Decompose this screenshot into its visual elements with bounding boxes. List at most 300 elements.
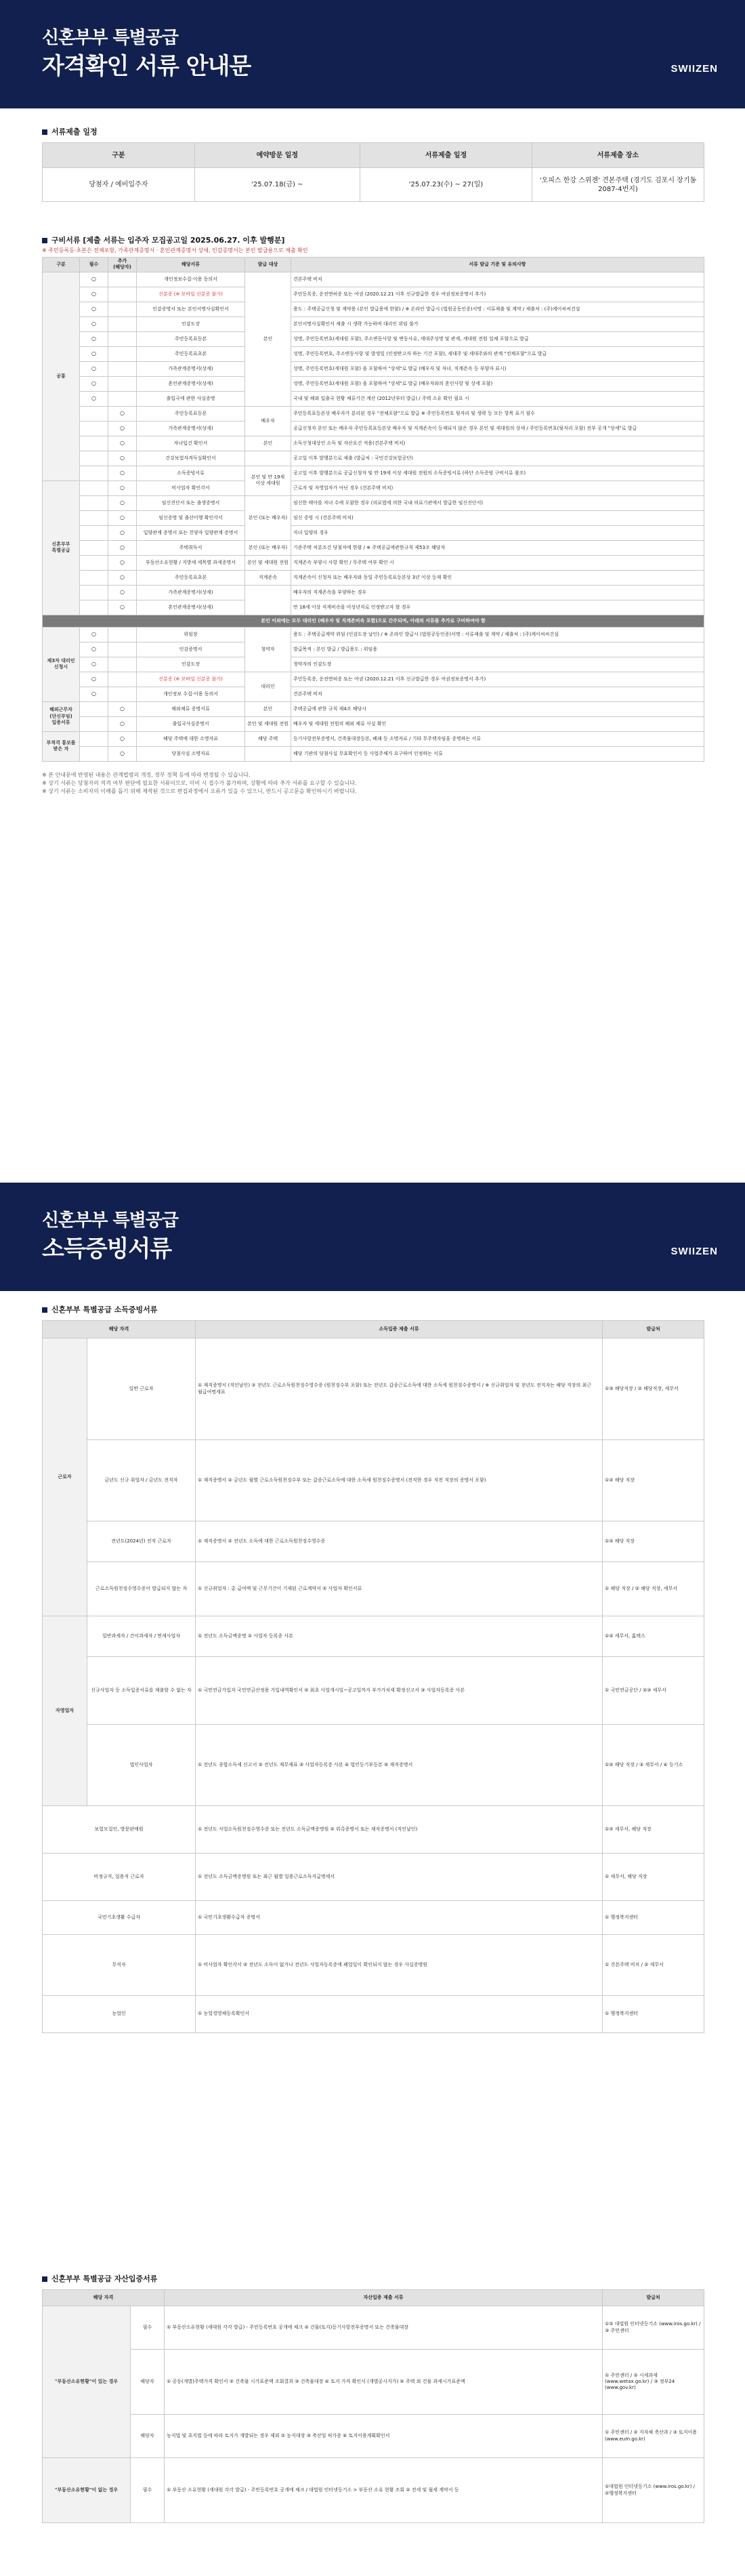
issue-target xyxy=(245,746,291,761)
table-row xyxy=(43,2350,704,2415)
issue-target: 배우자 xyxy=(245,406,291,436)
table-row xyxy=(43,361,704,376)
issue-guideline: 임신 증빙 시 (견본주택 비치) xyxy=(291,510,704,525)
document-name: 출입국에 관한 사실증명 xyxy=(137,391,245,406)
optional-mark: ○ xyxy=(108,510,137,525)
income-documents: ① 비사업자 확인각서 ② 전년도 소득이 없거나 전년도 사업자등록증에 폐업일이 확인되지 않는 경우 사실증명원 xyxy=(196,1935,603,1996)
qualification-category: 근로자 xyxy=(43,1338,87,1616)
issue-guideline: 직계존속 부양시 사항 확인 / 무주택 여부 확인 시 xyxy=(291,555,704,570)
issue-guideline: 직계존속이 신청자 또는 배우자와 동일 주민등록표등본상 3년 이상 등재 확인 xyxy=(291,570,704,585)
income-section xyxy=(42,1304,704,2033)
document-name: 주택취득서 xyxy=(137,540,245,555)
category-cell: 공통 xyxy=(43,272,80,481)
issue-guideline: 용도 : 주택공급계약 위임 (인감도장 날인) / ※ 온라인 발급시 (법원공동인증)서명 : 서류제출 및 계약 / 제출처 : (주)케이씨씨건설 xyxy=(291,627,704,642)
docs-heading: 구비서류 [제출 서류는 입주자 모집공고일 2025.06.27. 이후 발행분] xyxy=(51,235,285,245)
document-name: 부동산소유현황 / 지방세 세목별 과세증명서 xyxy=(137,555,245,570)
table-header-cell: 서류제출 일정 xyxy=(360,143,532,168)
issue-guideline: 배우자의 직계존속을 부양하는 경우 xyxy=(291,585,704,600)
issue-guideline: 주택공급에 관한 규칙 제4조 해당시 xyxy=(291,701,704,716)
required-mark: ○ xyxy=(80,302,108,316)
required-mark: ○ xyxy=(80,687,108,701)
issuer: ①② 세무서, 해당 직장 xyxy=(603,1806,704,1854)
hero-banner-2 xyxy=(0,1183,745,1291)
document-name: 소득증빙서류 xyxy=(137,466,245,481)
income-documents: ① 국민기초생활수급자 증명서 xyxy=(196,1901,603,1935)
document-name: 당첨사실 소명자료 xyxy=(137,746,245,761)
issue-guideline: 성명, 주민등록번호(세대원 포함) 을 포함하여 "상세"로 발급 (배우자와의 혼인사항 및 상세 포함) xyxy=(291,376,704,391)
table-row xyxy=(43,585,704,600)
issue-guideline: 근로자 및 자영업자가 아닌 경우 (견본주택 비치) xyxy=(291,481,704,495)
table-row xyxy=(43,316,704,331)
table-row xyxy=(43,331,704,346)
table-header-cell: 예약방문 일정 xyxy=(194,143,360,168)
document-name: 입양관계 증명서 또는 친양자 입양관계 증명서 xyxy=(137,525,245,540)
table-row xyxy=(43,1521,704,1562)
qualification-category: 보험모집인, 방문판매원 xyxy=(43,1806,196,1854)
issue-guideline: 견본주택 비치 xyxy=(291,687,704,701)
income-documents: ① 농업경영체등록확인서 xyxy=(196,1996,603,2033)
brand-logo: SWIIZEN xyxy=(670,1246,718,1257)
asset-section xyxy=(42,2273,704,2523)
table-row xyxy=(43,716,704,731)
document-name: 비사업자 확인각서 xyxy=(137,481,245,495)
optional-mark xyxy=(108,361,137,376)
required-mark: ○ xyxy=(80,672,108,687)
document-name: 인감증명서 또는 본인서명사실확인서 xyxy=(137,302,245,316)
document-name: 위임장 xyxy=(137,627,245,642)
issue-guideline: 배우자 및 세대원 전원의 해외 체류 사실 확인 xyxy=(291,716,704,731)
issue-guideline: 성명, 주민등록번호, 주소변동사항 및 발생일 (인정받고자 하는 기간 포함), 세대주 및 세대주와의 관계 "전체포함"으로 발급 xyxy=(291,346,704,361)
table-row xyxy=(43,1901,704,1935)
notice-band: 본인 이외에는 모두 대리인 (배우자 및 직계존비속 포함)으로 간주되며, 아래의 서류를 추가로 구비하여야 함 xyxy=(43,615,704,627)
asset-documents: ① 부동산 소유현황 (세대원 각각 발급) - 주민등록번호 공개에 체크 / 대법원 인터넷등기소 > 부동산 소유 현황 조회 ② 전세 및 월세 계약서 등 xyxy=(165,2458,603,2523)
issue-target: 해당 주택 xyxy=(245,731,291,746)
table-cell: 당첨자 / 예비입주자 xyxy=(43,168,195,202)
table-row xyxy=(43,287,704,302)
table-row xyxy=(43,510,704,525)
asset-table xyxy=(42,2289,704,2523)
qualification-category: 비정규직, 일용직 근로자 xyxy=(43,1854,196,1901)
qualification-type: 신규사업자 등 소득입증서류를 제출할 수 없는 자 xyxy=(87,1657,196,1725)
required-mark: ○ xyxy=(80,627,108,642)
optional-mark xyxy=(108,272,137,287)
table-row xyxy=(43,376,704,391)
asset-documents: ① 부동산소유현황 (세대원 각각 발급) - 주민등록번호 공개에 체크 ② 건물(토지)등기사항전부증명서 또는 건축물대장 xyxy=(165,2306,603,2350)
required-mark: ○ xyxy=(80,331,108,346)
docs-subnote: ※ 주민등록등·초본은 전체포함, 가족관계증명서 · 혼인관계증명서 상세, 인감증명서는 본인 발급용으로 제출 확인 xyxy=(42,247,308,253)
required-mark xyxy=(80,540,108,555)
issue-guideline: 해당 기관의 당첨사실 무효확인서 등 사업주체가 요구하여 인정하는 서류 xyxy=(291,746,704,761)
table-header-row xyxy=(43,2290,704,2306)
document-name: 해외체류 증명서류 xyxy=(137,701,245,716)
table-header-cell: 필수 xyxy=(80,258,108,272)
issuer: ①③ 해당직장 / ② 해당직장, 세무서 xyxy=(603,1338,704,1440)
schedule-table xyxy=(42,142,704,202)
table-cell: '오피스 한강 스위젠' 견본주택 (경기도 김포시 장기동 2087-4번지) xyxy=(532,168,704,202)
required-mark xyxy=(80,701,108,716)
document-name: 출입국사실증명서 xyxy=(137,716,245,731)
issuer: ①② 대법원 인터넷등기소 (www.iros.go.kr) / ③ 주민센터 xyxy=(603,2306,704,2350)
document-name: 가족관계증명서(상세) xyxy=(137,361,245,376)
document-name: 임신증명 및 출산이행 확인각서 xyxy=(137,510,245,525)
table-header-cell: 서류제출 장소 xyxy=(532,143,704,168)
optional-mark: ○ xyxy=(108,481,137,495)
qualification-category: 국민기초생활 수급자 xyxy=(43,1901,196,1935)
issue-guideline: 등기사항전부증명서, 건축물대장등본, 폐쇄 등 소명자료 / 기타 무주택자임을 증명하는 서류 xyxy=(291,731,704,746)
optional-mark xyxy=(108,331,137,346)
issue-target: 청약자 xyxy=(245,627,291,672)
optional-mark: ○ xyxy=(108,585,137,600)
optional-mark: ○ xyxy=(108,716,137,731)
table-row xyxy=(43,627,704,642)
optional-mark: ○ xyxy=(108,421,137,436)
table-header-cell: 발급처 xyxy=(603,1321,704,1338)
table-cell: '25.07.23(수) ~ 27(일) xyxy=(360,168,532,202)
document-name: 가족관계증명서(상세) xyxy=(137,421,245,436)
table-row xyxy=(43,272,704,287)
required-mark xyxy=(80,555,108,570)
table-row xyxy=(43,2415,704,2458)
optional-mark: ○ xyxy=(108,570,137,585)
issue-guideline: 국내 및 해외 입출국 현황 체류기간 계산 (2012년부터 발급) / 주택 소유 확인 필요 시 xyxy=(291,391,704,406)
asset-documents: 농지법 및 초지법 등에 따라 토지가 개발되는 경우 제외 ② 농지대장 ③ 축산업 허가증 ④ 토지이용계획확인서 xyxy=(165,2415,603,2458)
table-row xyxy=(43,1806,704,1854)
optional-mark: ○ xyxy=(108,406,137,421)
income-table xyxy=(42,1320,704,2033)
table-row xyxy=(43,391,704,406)
issuer: ①② 해당 직장 xyxy=(603,1440,704,1521)
table-row xyxy=(43,555,704,570)
issue-guideline: 청약자의 인감도장 xyxy=(291,657,704,672)
required-mark xyxy=(80,421,108,436)
schedule-section xyxy=(42,126,704,202)
document-name: 신분증 (※ 모바일 신분증 불가) xyxy=(137,672,245,687)
optional-mark: ○ xyxy=(108,525,137,540)
income-documents: ① 전년도 종합소득세 신고서 ② 전년도 재무제표 ③ 사업자등록증 사본 ④ 법인등기부등본 ⑤ 재직증명서 xyxy=(196,1725,603,1806)
optional-mark xyxy=(108,627,137,642)
footnote: ※ 본 안내문에 반영된 내용은 관계법령의 개정, 정부 정책 등에 따라 변경될 수 있습니다. xyxy=(42,771,251,778)
issue-guideline: 발급목적 : 본인 발급 / 발급용도 : 위임용 xyxy=(291,642,704,657)
required-mark: ○ xyxy=(80,657,108,672)
document-name: 개인정보수집·이용 동의서 xyxy=(137,272,245,287)
required-mark: ○ xyxy=(80,391,108,406)
table-header-cell: 해당 자격 xyxy=(43,2290,165,2306)
footnote: ※ 상기 서류는 당첨자의 적격 여부 판단에 필요한 서류이므로, 미비 시 접수가 불가하며, 상황에 따라 추가 서류를 요구할 수 있습니다. xyxy=(42,779,357,786)
document-name: 인감도장 xyxy=(137,316,245,331)
table-row xyxy=(43,701,704,716)
document-name: 혼인관계증명서(상세) xyxy=(137,600,245,615)
footnotes xyxy=(42,771,704,796)
hero-title-line2: 소득증빙서류 xyxy=(42,1235,172,1263)
required-mark xyxy=(80,466,108,481)
issuer: ①대법원 인터넷등기소 (www.iros.go.kr) / ②행정복지센터 xyxy=(603,2458,704,2523)
bullet-square-icon xyxy=(42,238,47,243)
required-mark: ○ xyxy=(80,316,108,331)
issuer: ①② 해당 직장 / ③ 세무서 / ④ 등기소 xyxy=(603,1725,704,1806)
table-header-row xyxy=(43,1321,704,1338)
issue-guideline: 주민등록증, 운전면허증 또는 여권 (2020.12.21 이후 신규발급한 경우 여권정보증명서 추가) xyxy=(291,287,704,302)
issuer: ① 견본주택 비치 / ② 세무서 xyxy=(603,1935,704,1996)
required-mark: ○ xyxy=(80,376,108,391)
issue-target xyxy=(245,585,291,615)
document-name: 자녀입건 확인서 xyxy=(137,436,245,451)
optional-mark xyxy=(108,391,137,406)
table-cell: '25.07.18(금) ~ xyxy=(194,168,360,202)
required-mark xyxy=(80,436,108,451)
optional-mark: ○ xyxy=(108,466,137,481)
issue-guideline: 본인서명사실확인서 제출 시 생략 가능하며 대리인 위임 불가 xyxy=(291,316,704,331)
table-header-cell: 구분 xyxy=(43,258,80,272)
qualification-type: 근로소득원천징수영수증이 발급되지 않는 자 xyxy=(87,1562,196,1616)
required-mark xyxy=(80,716,108,731)
optional-mark: ○ xyxy=(108,600,137,615)
issue-target: 대리인 xyxy=(245,672,291,701)
required-mark xyxy=(80,495,108,510)
qualification-category: 농업인 xyxy=(43,1996,196,2033)
optional-mark: ○ xyxy=(108,731,137,746)
issue-target: 본인 (또는 배우자) xyxy=(245,540,291,555)
required-mark xyxy=(80,406,108,421)
table-header-cell: 소득입증 제출 서류 xyxy=(196,1321,603,1338)
table-header-cell: 발급처 xyxy=(603,2290,704,2306)
document-name: 인감증명서 xyxy=(137,642,245,657)
table-row xyxy=(43,346,704,361)
table-header-cell: 서류 발급 기준 및 유의사항 xyxy=(291,258,704,272)
optional-mark: ○ xyxy=(108,701,137,716)
requirement-level: 해당자 xyxy=(131,2415,165,2458)
issuer: ① 주민센터 / ② 지자체 축산과 / ③ 토지이용 (www.eum.go.kr) xyxy=(603,2415,704,2458)
table-row xyxy=(43,672,704,687)
optional-mark xyxy=(108,657,137,672)
issue-target: 본인 xyxy=(245,272,291,406)
qualification-type: 전년도(2024년) 전직 근로자 xyxy=(87,1521,196,1562)
table-row xyxy=(43,687,704,701)
table-row xyxy=(43,600,704,615)
document-name: 임신진단서 또는 출생증명서 xyxy=(137,495,245,510)
issuer: ① 해당 직장 / ② 해당 직장, 세무서 xyxy=(603,1562,704,1616)
required-mark xyxy=(80,451,108,466)
issue-guideline: 주민등록표등본상 배우자가 분리된 경우 "전체포함"으로 발급 ※ 주민등록번호 뒷자리 및 생략 등 모든 항목 표기 필수 xyxy=(291,406,704,421)
document-name: 혼인관계증명서(상세) xyxy=(137,376,245,391)
notice-band-row xyxy=(43,615,704,627)
required-mark xyxy=(80,600,108,615)
bullet-square-icon xyxy=(42,129,47,135)
issue-guideline: 공급신청자 본인 또는 배우자 주민등록표등본상 배우자 및 직계존속이 등재되지 않은 경우 본인 및 세대원의 상세 / 주민등록번호(뒷자리 포함) 전부 공개 "상세"로 발급 xyxy=(291,421,704,436)
optional-mark xyxy=(108,642,137,657)
table-row xyxy=(43,1338,704,1440)
optional-mark: ○ xyxy=(108,451,137,466)
issue-target: 본인 (또는 배우자) xyxy=(245,495,291,540)
table-row xyxy=(43,1996,704,2033)
table-row xyxy=(43,570,704,585)
docs-section xyxy=(42,234,704,796)
table-header-cell: 구분 xyxy=(43,143,195,168)
required-mark xyxy=(80,570,108,585)
document-name: 주민등록표등본 xyxy=(137,331,245,346)
table-header-row xyxy=(43,258,704,272)
optional-mark xyxy=(108,346,137,361)
table-header-row xyxy=(43,143,704,168)
requirement-level: 필수 xyxy=(131,2458,165,2523)
issue-target: 본인 및 세대원 전원 xyxy=(245,716,291,731)
issue-guideline: 임신한 태아를 자녀 수에 포함한 경우 (의료법에 의한 국내 의료기관에서 발급한 임신진단서) xyxy=(291,495,704,510)
issuer: ① 주민센터 / ② 시세과세 (www.wetax.go.kr) / ③ 정부24 (www.gov.kr) xyxy=(603,2350,704,2415)
hero-title-line1: 신혼부부 특별공급 xyxy=(42,28,178,48)
income-documents: ① 재직증명서 ② 금년도 월별 근로소득원천징수부 또는 갑종근로소득에 대한 소득세 원천징수증명서 (전직한 경우 직전 직장의 증명서 포함) xyxy=(196,1440,603,1521)
qualification-type: 법인사업자 xyxy=(87,1725,196,1806)
optional-mark xyxy=(108,302,137,316)
required-mark xyxy=(80,746,108,761)
table-row xyxy=(43,642,704,657)
document-name: 건강보험자격득실확인서 xyxy=(137,451,245,466)
table-header-cell: 추가(해당자) xyxy=(108,258,137,272)
table-row xyxy=(43,302,704,316)
income-documents: ① 신규취업자 : 총 급여액 및 근무기간이 기재된 근로계약서 ② 사업자 확인서류 xyxy=(196,1562,603,1616)
optional-mark xyxy=(108,287,137,302)
income-documents: ① 국민연금가입자 국민연금산정용 가입내역확인서 ② 최초 사업개시일~공고일까지 부가가치세 확정신고서 ③ 사업자등록증 사본 xyxy=(196,1657,603,1725)
table-row xyxy=(43,1616,704,1657)
table-row xyxy=(43,731,704,746)
issuer: ① 세무서, 해당 직장 xyxy=(603,1854,704,1901)
optional-mark: ○ xyxy=(108,555,137,570)
optional-mark: ○ xyxy=(108,540,137,555)
issuer: ① 행정복지센터 xyxy=(603,1901,704,1935)
optional-mark: ○ xyxy=(108,495,137,510)
table-row xyxy=(43,406,704,421)
document-name: 가족관계증명서(상세) xyxy=(137,585,245,600)
issue-target: 본인 및 만 19세 이상 세대원 xyxy=(245,466,291,495)
optional-mark: ○ xyxy=(108,436,137,451)
requirement-level: 필수 xyxy=(131,2306,165,2350)
bullet-square-icon xyxy=(42,2276,47,2282)
required-mark: ○ xyxy=(80,346,108,361)
document-name: 주민등록표초본 xyxy=(137,570,245,585)
income-documents: ① 전년도 사업소득원천징수영수증 또는 전년도 소득금액증명원 ② 위촉증명서 또는 재직증명서 (직인날인) xyxy=(196,1806,603,1854)
qualification-category: 무직자 xyxy=(43,1935,196,1996)
table-header-cell: 해당서류 xyxy=(137,258,245,272)
qualification-type: 일반 근로자 xyxy=(87,1338,196,1440)
qualification-category: 자영업자 xyxy=(43,1616,87,1806)
issue-guideline: 성명, 주민등록번호(세대원 포함) 을 포함하여 "상세"로 발급 (배우자 및 자녀, 직계존속 등 부양자 표시) xyxy=(291,361,704,376)
document-name: 신분증 (※ 모바일 신분증 불가) xyxy=(137,287,245,302)
issue-guideline: 공고일 이후 발행분으로 공급신청자 및 만 19세 이상 세대원 전원의 소득증빙서류 (하단 소득증빙 구비서류 참조) xyxy=(291,466,704,481)
table-row xyxy=(43,421,704,436)
required-mark xyxy=(80,481,108,495)
hero-title-line2: 자격확인 서류 안내문 xyxy=(42,53,251,80)
issuer: ① 행정복지센터 xyxy=(603,1996,704,2033)
document-name: 해당 주택에 대한 소명자료 xyxy=(137,731,245,746)
requirement-level: 해당자 xyxy=(131,2350,165,2415)
asset-documents: ① 공동(개별)주택가격 확인서 ② 건축물 시가표준액 조회결과 ③ 건축물대장 ④ 토지 가격 확인서 (개별공시지가) ⑤ 주택 외 건물 과세시가표준액 xyxy=(165,2350,603,2415)
required-mark: ○ xyxy=(80,361,108,376)
income-documents: ① 재직증명서 (직인날인) ② 전년도 근로소득원천징수영수증 (원천징수부 포함) 또는 전년도 갑종근로소득에 대한 소득세 원천징수증명서 / ※ 신규취업자 및 전년도 전직자는 해당 직장의 최근 월급여명세표 xyxy=(196,1338,603,1440)
issue-guideline: 만 18세 이상 직계비속을 미성년자로 인정받고자 할 경우 xyxy=(291,600,704,615)
issue-guideline: 용도 : 주택공급신청 및 계약용 (본인 발급용에 한함) / ※ 온라인 발급시 (법원공동인증)서명 : 서류제출 및 계약 / 제출처 : (주)케이씨씨건설 xyxy=(291,302,704,316)
table-row xyxy=(43,657,704,672)
required-mark xyxy=(80,510,108,525)
table-row xyxy=(43,2458,704,2523)
issue-target xyxy=(245,451,291,466)
hero-banner-1 xyxy=(0,0,745,108)
issue-guideline: 공고일 이후 발행분으로 제출 (발급처 : 국민건강보험공단) xyxy=(291,451,704,466)
table-row xyxy=(43,481,704,495)
table-row xyxy=(43,466,704,481)
hero-title-line1: 신혼부부 특별공급 xyxy=(42,1210,178,1231)
table-row xyxy=(43,1725,704,1806)
required-mark xyxy=(80,585,108,600)
issue-guideline: 자녀 입양의 경우 xyxy=(291,525,704,540)
issue-guideline: 기준주택 처분조건 당첨자에 한함 / ※ 주택공급에관한규칙 제53조 해당자 xyxy=(291,540,704,555)
required-mark: ○ xyxy=(80,272,108,287)
table-header-cell: 발급 대상 xyxy=(245,258,291,272)
footnote: ※ 상기 서류는 소비자의 이해를 돕기 위해 제작된 것으로 편집과정에서 오류가 있을 수 있으니, 반드시 공고문을 확인하시기 바랍니다. xyxy=(42,788,357,795)
table-row xyxy=(43,436,704,451)
income-heading: 신혼부부 특별공급 소득증빙서류 xyxy=(51,1305,158,1314)
document-name: 주민등록표초본 xyxy=(137,346,245,361)
table-row xyxy=(43,2306,704,2350)
table-row xyxy=(43,495,704,510)
table-row xyxy=(43,1562,704,1616)
optional-mark xyxy=(108,687,137,701)
optional-mark: ○ xyxy=(108,746,137,761)
required-mark: ○ xyxy=(80,642,108,657)
issue-target: 본인 및 세대원 전원 xyxy=(245,555,291,570)
qualification-type: 금년도 신규 취업자 / 금년도 전직자 xyxy=(87,1440,196,1521)
issue-target: 직계존속 xyxy=(245,570,291,585)
optional-mark xyxy=(108,316,137,331)
table-row xyxy=(43,1440,704,1521)
optional-mark xyxy=(108,672,137,687)
required-mark xyxy=(80,731,108,746)
qualification-category: "부동산소유현황"이 있는 경우 xyxy=(43,2306,131,2458)
issue-target: 본인 xyxy=(245,436,291,451)
brand-logo: SWIIZEN xyxy=(670,63,718,75)
income-documents: ① 재직증명서 ② 전년도 소득에 대한 근로소득원천징수영수증 xyxy=(196,1521,603,1562)
table-row xyxy=(43,1657,704,1725)
income-documents: ① 전년도 소득금액증명 ② 사업자 등록증 사본 xyxy=(196,1616,603,1657)
income-documents: ① 전년도 소득금액증명원 또는 최근 월별 일용근로소득지급명세서 xyxy=(196,1854,603,1901)
table-header-cell: 자산입증 제출 서류 xyxy=(165,2290,603,2306)
bullet-square-icon xyxy=(42,1307,47,1313)
document-name: 주민등록표등본 xyxy=(137,406,245,421)
required-mark: ○ xyxy=(80,287,108,302)
table-row xyxy=(43,525,704,540)
category-cell: 제3자 대리인 신청시 xyxy=(43,627,80,701)
issuer: ① 국민연금공단 / ②③ 세무서 xyxy=(603,1657,704,1725)
docs-table xyxy=(42,257,704,761)
issue-guideline: 소득신청대상인 소득 및 자산요건 적용(견본주택 비치) xyxy=(291,436,704,451)
category-cell: 신혼부부 특별공급 xyxy=(43,481,80,615)
asset-heading: 신혼부부 특별공급 자산입증서류 xyxy=(51,2274,158,2283)
issue-guideline: 주민등록증, 운전면허증 또는 여권 (2020.12.21 이후 신규발급한 경우 여권정보증명서 추가) xyxy=(291,672,704,687)
category-cell: 해외근무자 (단신부임) 입증서류 xyxy=(43,701,80,731)
table-header-cell: 해당 자격 xyxy=(43,1321,196,1338)
document-name: 개인정보 수집·이용 동의서 xyxy=(137,687,245,701)
issue-guideline: 성명, 주민등록번호(세대원 포함), 주소변동사항 및 변동사유, 세대주성명 및 관계, 세대원 전원 일체 포함으로 발급 xyxy=(291,331,704,346)
table-row xyxy=(43,168,704,202)
issue-guideline: 견본주택 비치 xyxy=(291,272,704,287)
table-row xyxy=(43,746,704,761)
required-mark xyxy=(80,525,108,540)
table-row xyxy=(43,451,704,466)
table-row xyxy=(43,1935,704,1996)
qualification-category: "부동산소유현황"이 없는 경우 xyxy=(43,2458,131,2523)
optional-mark xyxy=(108,376,137,391)
table-row xyxy=(43,540,704,555)
table-row xyxy=(43,1854,704,1901)
issuer: ①② 세무서, 홈택스 xyxy=(603,1616,704,1657)
schedule-heading: 서류제출 일정 xyxy=(51,127,98,136)
